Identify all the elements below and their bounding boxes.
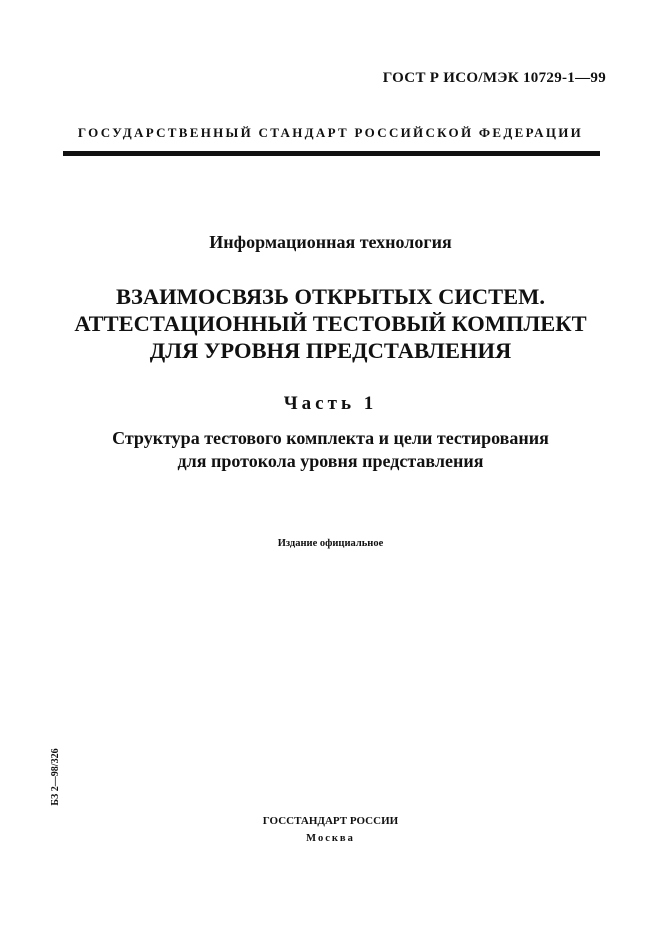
main-title <box>0 283 661 364</box>
subtitle <box>0 427 661 473</box>
city: Москва <box>306 833 355 844</box>
part-label: Часть 1 <box>283 393 378 414</box>
main-title-line: АТТЕСТАЦИОННЫЙ ТЕСТОВЫЙ КОМПЛЕКТ <box>74 311 587 336</box>
field-name: Информационная технология <box>209 232 452 252</box>
subtitle-line: Структура тестового комплекта и цели тестирования <box>112 428 549 448</box>
subtitle-line: для протокола уровня представления <box>177 451 484 471</box>
header-rule <box>63 151 600 156</box>
main-title-line: ДЛЯ УРОВНЯ ПРЕДСТАВЛЕНИЯ <box>149 338 512 363</box>
main-title-line: ВЗАИМОСВЯЗЬ ОТКРЫТЫХ СИСТЕМ. <box>116 284 545 309</box>
side-code: БЗ 2—98/326 <box>50 748 61 806</box>
publisher: ГОССТАНДАРТ РОССИИ <box>262 815 399 827</box>
standard-header: ГОСУДАРСТВЕННЫЙ СТАНДАРТ РОССИЙСКОЙ ФЕДЕРАЦИИ <box>77 125 584 140</box>
document-code: ГОСТ Р ИСО/МЭК 10729-1—99 <box>382 70 606 86</box>
edition-note: Издание официальное <box>277 538 384 549</box>
